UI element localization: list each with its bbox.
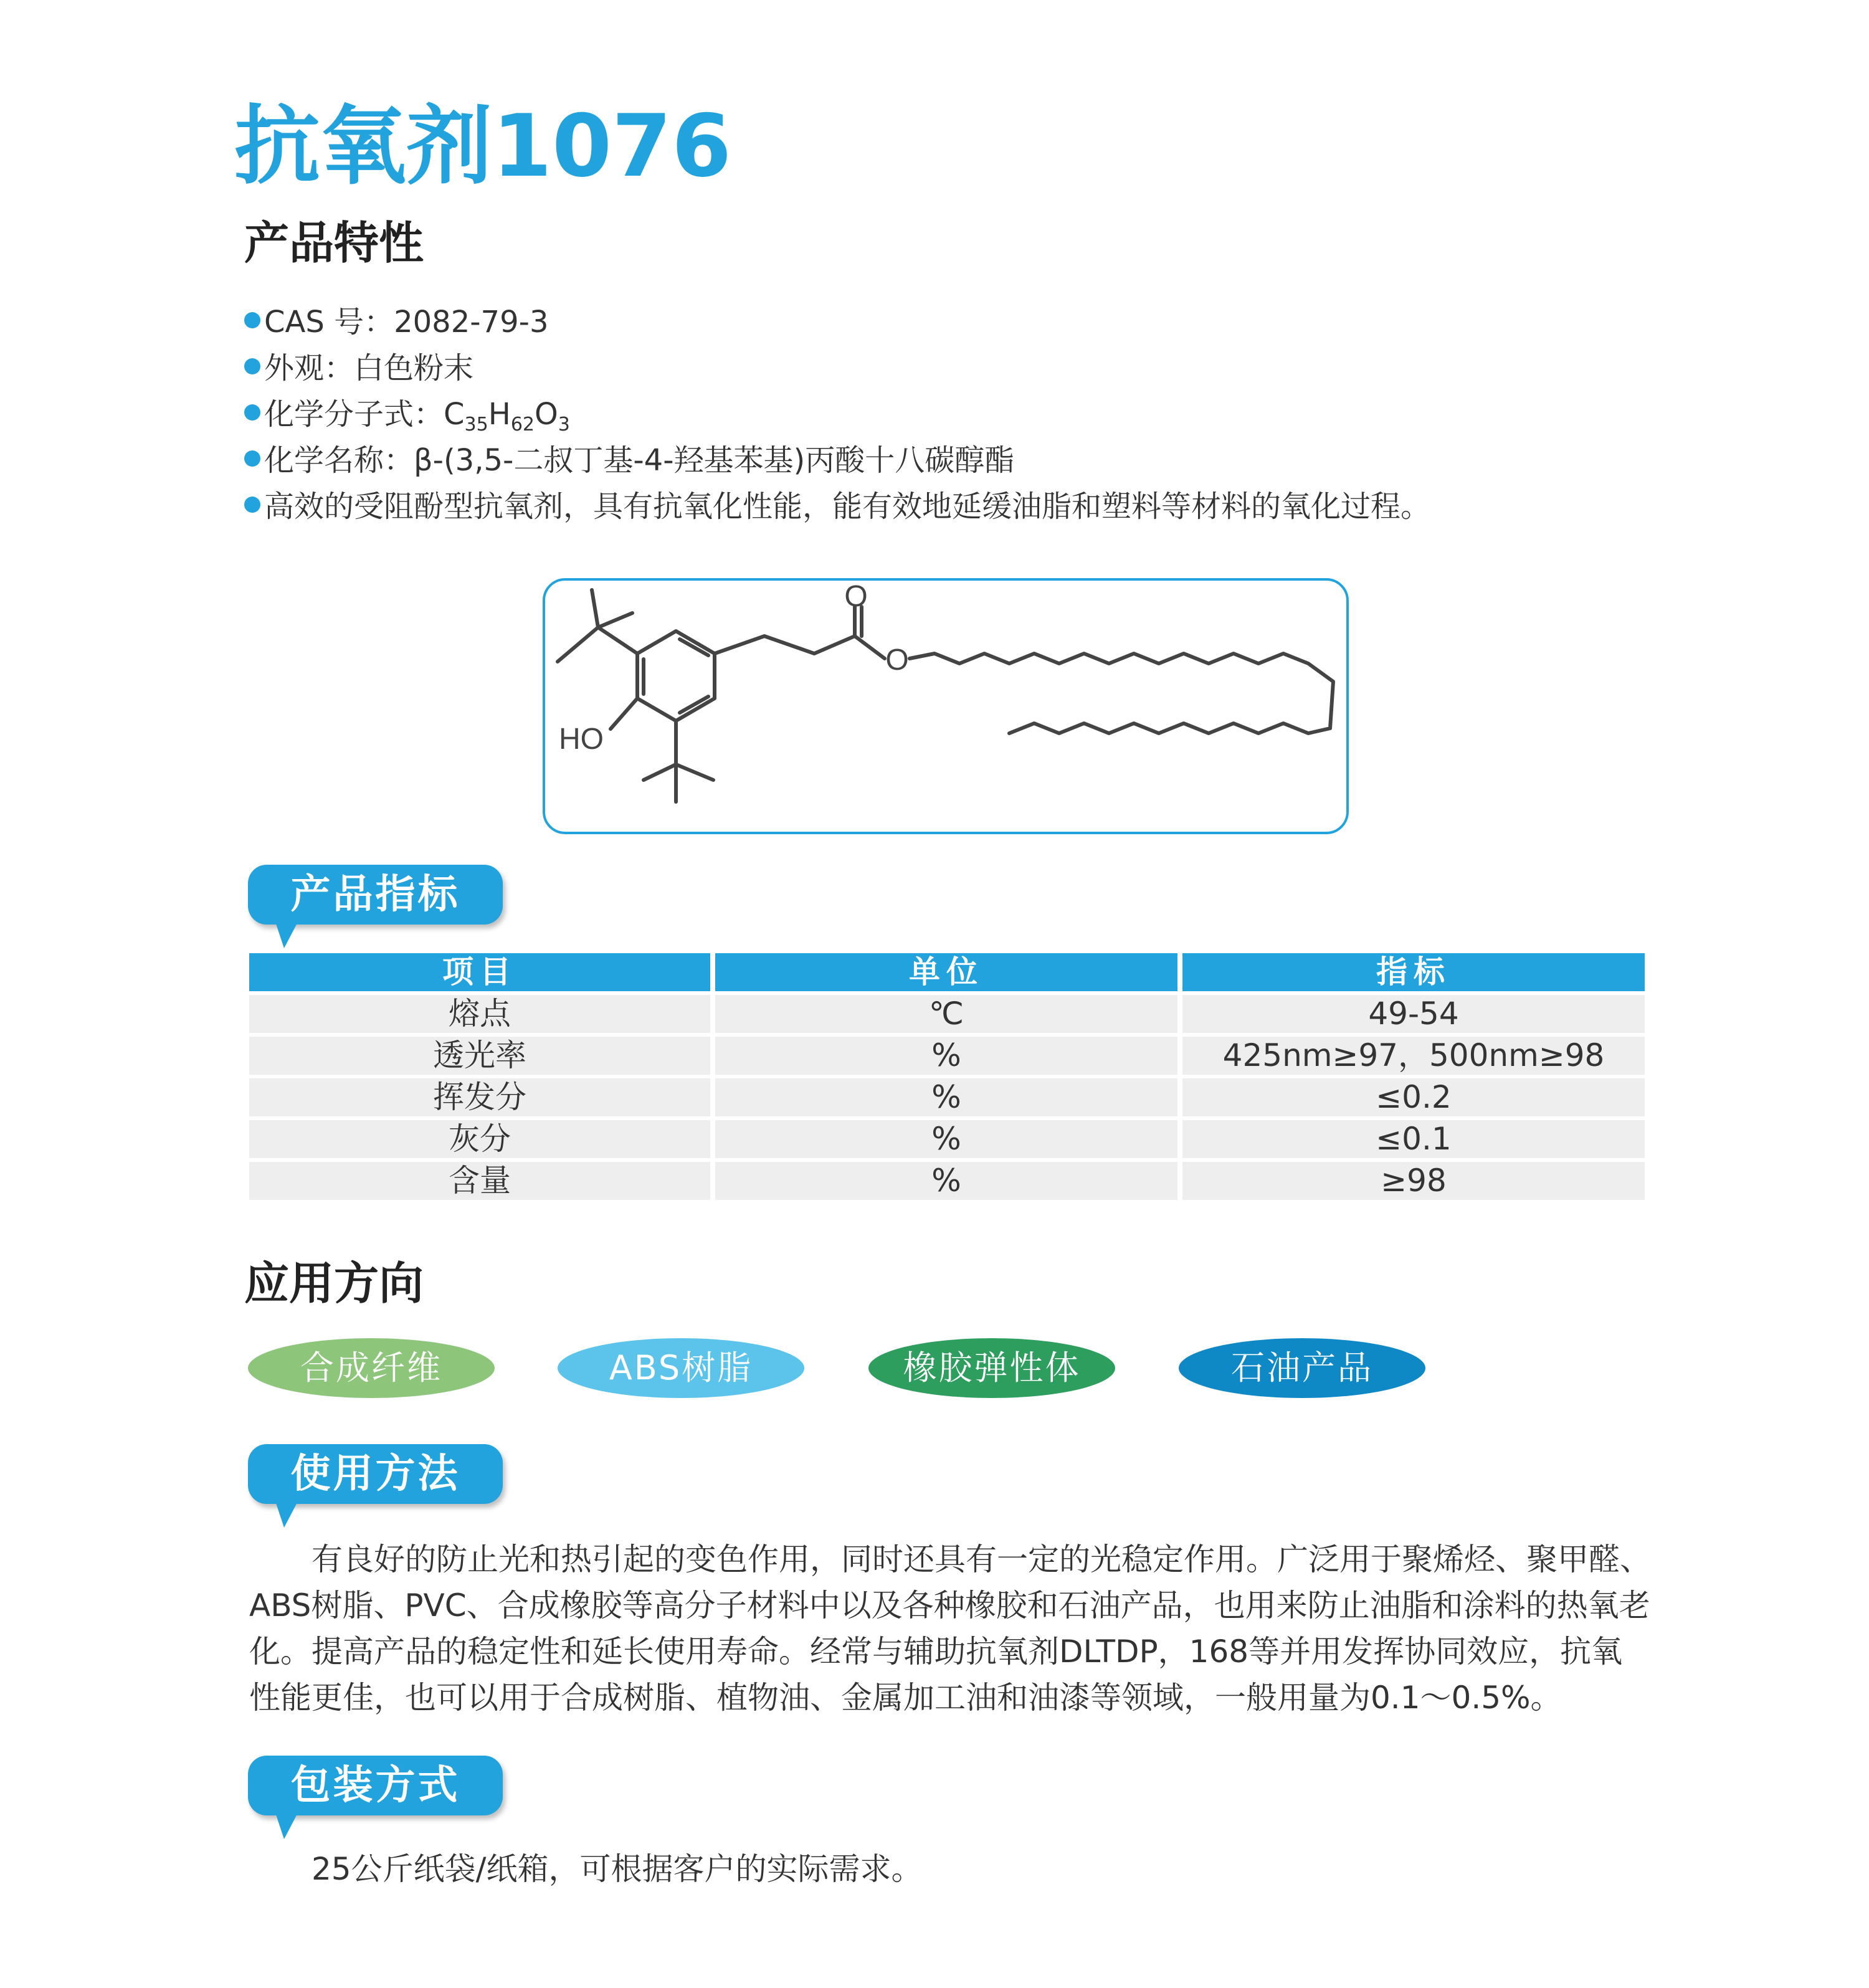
packaging-paragraph: 25公斤纸袋/纸箱，可根据客户的实际需求。 <box>312 1851 923 1887</box>
table-row <box>249 995 1645 1033</box>
table-row <box>249 1120 1645 1158</box>
bullet-dot-icon <box>244 497 260 513</box>
applications-heading: 应用方向 <box>244 1257 424 1310</box>
structure-diagram <box>543 578 1349 834</box>
application-tag-abs-resin: ABS树脂 <box>558 1338 804 1398</box>
chemical-structure-icon <box>545 581 1351 837</box>
usage-heading: 使用方法 <box>290 1451 460 1497</box>
table-cell: 熔点 <box>249 995 710 1033</box>
specs-heading: 产品指标 <box>290 872 460 918</box>
bullet-dot-icon <box>244 404 260 421</box>
table-cell: % <box>715 1078 1177 1116</box>
table-cell: 49-54 <box>1182 995 1645 1033</box>
table-header-cell: 指标 <box>1182 953 1645 991</box>
table-cell: ≥98 <box>1182 1162 1645 1200</box>
specs-table <box>249 953 1645 1204</box>
table-cell: ℃ <box>715 995 1177 1033</box>
table-header-cell: 项目 <box>249 953 710 991</box>
table-cell: 425nm≥97，500nm≥98 <box>1182 1037 1645 1075</box>
table-cell: ≤0.1 <box>1182 1120 1645 1158</box>
application-tag-petroleum-products: 石油产品 <box>1179 1338 1425 1398</box>
table-cell: 含量 <box>249 1162 710 1200</box>
table-cell: ≤0.2 <box>1182 1078 1645 1116</box>
table-cell: 灰分 <box>249 1120 710 1158</box>
carbonyl-oxygen-label: O <box>844 581 868 613</box>
feature-appearance: 外观：白色粉末 <box>244 345 1430 391</box>
feature-chemical-name: 化学名称：β-(3,5-二叔丁基-4-羟基苯基)丙酸十八碳醇酯 <box>244 437 1430 483</box>
table-header-cell: 单位 <box>715 953 1177 991</box>
table-cell: 透光率 <box>249 1037 710 1075</box>
feature-cas: CAS 号：2082-79-3 <box>244 299 1430 345</box>
feature-formula: 化学分子式：$C_{35}H_{62}O_3$ <box>244 391 1430 437</box>
packaging-heading-badge <box>248 1756 503 1843</box>
bullet-dot-icon <box>244 358 260 374</box>
table-cell: % <box>715 1120 1177 1158</box>
bullet-dot-icon <box>244 312 260 328</box>
table-cell: % <box>715 1162 1177 1200</box>
specs-heading-badge <box>248 865 503 952</box>
table-row <box>249 1037 1645 1075</box>
application-tag-synthetic-fiber: 合成纤维 <box>248 1338 495 1398</box>
packaging-heading: 包装方式 <box>290 1762 460 1809</box>
bullet-dot-icon <box>244 450 260 467</box>
table-header-row <box>249 953 1645 991</box>
table-row <box>249 1078 1645 1116</box>
application-tag-rubber-elastomer: 橡胶弹性体 <box>868 1338 1115 1398</box>
ester-oxygen-label: O <box>885 644 909 677</box>
usage-heading-badge <box>248 1444 503 1531</box>
page-title: 抗氧剂1076 <box>234 96 732 196</box>
benzene-ring <box>637 631 715 721</box>
table-cell: 挥发分 <box>249 1078 710 1116</box>
table-cell: % <box>715 1037 1177 1075</box>
usage-paragraph: 有良好的防止光和热引起的变色作用，同时还具有一定的光稳定作用。广泛用于聚烯烃、聚甲醛、ABS树脂、PVC、合成橡胶等高分子材料中以及各种橡胶和石油产品，也用来防止油脂和涂料的热氧老化。提高产品的稳定性和延长使用寿命。经常与辅助抗氧剂DLTDP，168等并用发挥协同效应，抗氧性能更佳，也可以用于合成树脂、植物油、金属加工油和油漆等领域，一般用量为0.1～0.5%。 <box>249 1541 1651 1716</box>
table-row <box>249 1162 1645 1200</box>
features-list <box>244 299 1430 530</box>
feature-description: 高效的受阻酚型抗氧剂，具有抗氧化性能，能有效地延缓油脂和塑料等材料的氧化过程。 <box>244 483 1430 530</box>
features-heading: 产品特性 <box>244 217 424 269</box>
hydroxyl-label: HO <box>559 723 604 756</box>
